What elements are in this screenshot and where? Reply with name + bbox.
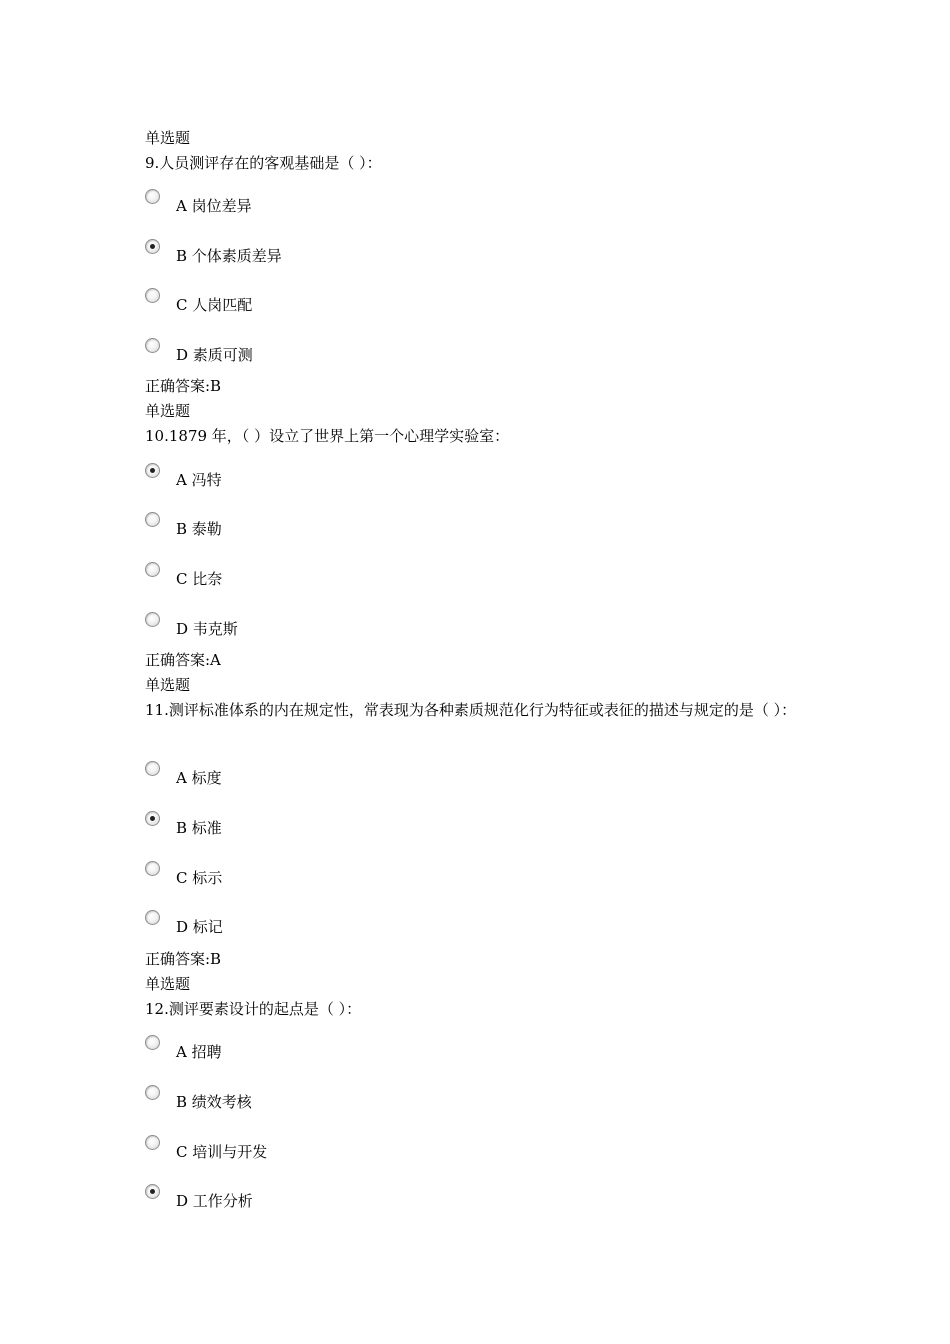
question-type: 单选题 <box>145 402 191 420</box>
radio-button-icon[interactable] <box>145 761 160 776</box>
radio-button-icon[interactable] <box>145 1035 160 1050</box>
option-label: B 绩效考核 <box>176 1093 252 1111</box>
correct-answer: 正确答案:A <box>145 651 221 669</box>
option-q12-a[interactable] <box>145 1035 545 1059</box>
option-label: D 标记 <box>176 918 223 936</box>
option-q10-c[interactable] <box>145 562 545 586</box>
option-q11-b[interactable] <box>145 811 545 835</box>
radio-button-icon[interactable] <box>145 1085 160 1100</box>
radio-button-checked-icon[interactable] <box>145 239 160 254</box>
question-text: 12.测评要素设计的起点是（ ）： <box>145 1000 362 1018</box>
radio-button-icon[interactable] <box>145 612 160 627</box>
option-q12-d[interactable] <box>145 1184 545 1208</box>
correct-answer: 正确答案:B <box>145 950 222 968</box>
question-text: 11.测评标准体系的内在规定性，常表现为各种素质规范化行为特征或表征的描述与规定的是（ ）： <box>145 701 797 719</box>
radio-button-checked-icon[interactable] <box>145 1184 160 1199</box>
radio-button-icon[interactable] <box>145 910 160 925</box>
radio-button-icon[interactable] <box>145 512 160 527</box>
question-type: 单选题 <box>145 129 191 147</box>
option-q12-c[interactable] <box>145 1135 545 1159</box>
option-label: C 标示 <box>176 869 223 887</box>
radio-button-icon[interactable] <box>145 338 160 353</box>
option-q10-a[interactable] <box>145 463 545 487</box>
option-label: B 标准 <box>176 819 222 837</box>
option-label: D 素质可测 <box>176 346 253 364</box>
option-label: A 招聘 <box>176 1043 222 1061</box>
question-text: 9.人员测评存在的客观基础是（ ）： <box>145 154 382 172</box>
question-text: 10.1879 年，（ ）设立了世界上第一个心理学实验室： <box>145 427 510 445</box>
option-q11-c[interactable] <box>145 861 545 885</box>
option-q11-a[interactable] <box>145 761 545 785</box>
option-q11-d[interactable] <box>145 910 545 934</box>
option-label: C 培训与开发 <box>176 1143 268 1161</box>
question-type: 单选题 <box>145 676 191 694</box>
radio-button-checked-icon[interactable] <box>145 463 160 478</box>
option-label: C 人岗匹配 <box>176 296 253 314</box>
option-q10-b[interactable] <box>145 512 545 536</box>
option-q9-d[interactable] <box>145 338 545 362</box>
option-label: B 个体素质差异 <box>176 247 282 265</box>
option-label: D 韦克斯 <box>176 620 238 638</box>
option-label: A 标度 <box>176 769 222 787</box>
option-q12-b[interactable] <box>145 1085 545 1109</box>
correct-answer: 正确答案:B <box>145 377 222 395</box>
option-q9-b[interactable] <box>145 239 545 263</box>
option-label: A 冯特 <box>176 471 222 489</box>
option-q9-a[interactable] <box>145 189 545 213</box>
option-label: D 工作分析 <box>176 1192 253 1210</box>
radio-button-icon[interactable] <box>145 189 160 204</box>
option-label: A 岗位差异 <box>176 197 252 215</box>
radio-button-icon[interactable] <box>145 1135 160 1150</box>
option-label: C 比奈 <box>176 570 223 588</box>
option-q10-d[interactable] <box>145 612 545 636</box>
option-label: B 泰勒 <box>176 520 222 538</box>
radio-button-checked-icon[interactable] <box>145 811 160 826</box>
option-q9-c[interactable] <box>145 288 545 312</box>
radio-button-icon[interactable] <box>145 562 160 577</box>
radio-button-icon[interactable] <box>145 861 160 876</box>
question-type: 单选题 <box>145 975 191 993</box>
radio-button-icon[interactable] <box>145 288 160 303</box>
